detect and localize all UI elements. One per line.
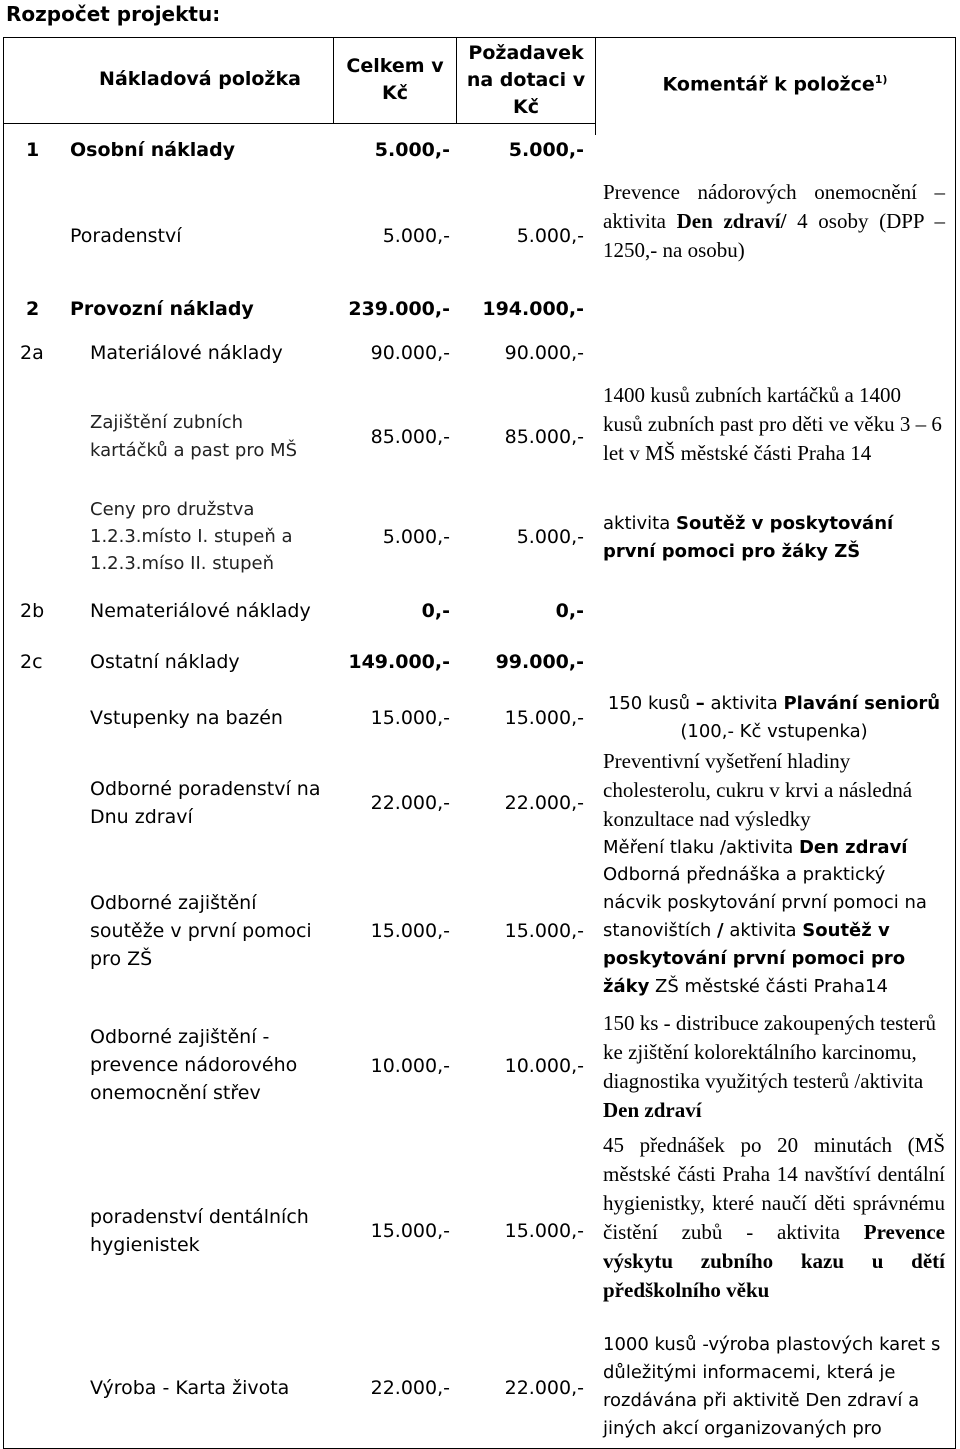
row-label: Poradenství <box>70 225 182 247</box>
row-total: 22.000,- <box>370 792 450 814</box>
comment-kartacky: 1400 kusů zubních kartáčků a 1400 kusů zubních past pro děti ve věku 3 – 6 let v MŠ městské části Praha 14 <box>603 383 942 465</box>
row-total: 0,- <box>421 600 450 622</box>
row-request: 5.000,- <box>516 225 584 247</box>
row-label: Provozní náklady <box>70 298 254 320</box>
row-label: Materiálové náklady <box>90 342 283 364</box>
row-label: Výroba - Karta života <box>90 1377 290 1399</box>
row-total: 10.000,- <box>370 1055 450 1077</box>
row-label: Ceny pro družstva 1.2.3.místo I. stupeň a 1.2.3.míso II. stupeň <box>90 499 293 574</box>
row-total: 15.000,- <box>370 707 450 729</box>
row-label: Vstupenky na bazén <box>90 707 283 729</box>
row-request: 0,- <box>555 600 584 622</box>
header-request: Požadavek na dotaci v Kč <box>466 42 586 118</box>
comment-hygiena: 45 přednášek po 20 minutách (MŠ městské části Praha 14 navštíví dentální hygienistky, které naučí děti správnému čistění zubů - aktivita Prevence výskytu zubního kazu u dětí předškolního věku <box>603 1133 945 1302</box>
page-title: Rozpočet projektu: <box>6 2 221 26</box>
row-total: 149.000,- <box>348 651 450 673</box>
header-divider <box>456 37 457 123</box>
row-number: 1 <box>26 139 40 161</box>
comment-karta: 1000 kusů -výroba plastových karet s důležitými informacemi, která je rozdávána při aktivitě Den zdraví a jiných akcí organizovaných pro <box>603 1334 941 1439</box>
row-request: 22.000,- <box>504 792 584 814</box>
row-label: Zajištění zubních kartáčků a past pro MŠ <box>90 412 298 461</box>
comment-dnu-zdravi: Preventivní vyšetření hladiny cholesterolu, cukru v krvi a následná konzultace nad výsledky Měření tlaku /aktivita Den zdraví <box>603 749 913 858</box>
header-item: Nákladová položka <box>99 68 301 90</box>
row-request: 5.000,- <box>508 139 584 161</box>
row-total: 5.000,- <box>382 526 450 548</box>
header-divider <box>595 37 596 123</box>
comment-poradenstvi: Prevence nádorových onemocnění – aktivita Den zdraví/ 4 osoby (DPP – 1250,- na osobu) <box>603 180 945 262</box>
row-label: Odborné poradenství na Dnu zdraví <box>90 778 321 828</box>
row-request: 90.000,- <box>504 342 584 364</box>
row-number: 2 <box>26 298 40 320</box>
row-label: poradenství dentálních hygienistek <box>90 1206 309 1256</box>
header-comment: Komentář k položce$^{1)}$ <box>662 73 888 96</box>
row-total: 5.000,- <box>374 139 450 161</box>
row-total: 22.000,- <box>370 1377 450 1399</box>
row-number: 2c <box>20 651 43 673</box>
row-request: 15.000,- <box>504 707 584 729</box>
row-label: Odborné zajištění - prevence nádorového onemocnění střev <box>90 1026 298 1104</box>
row-number: 2b <box>20 600 45 622</box>
row-label: Ostatní náklady <box>90 651 240 673</box>
row-request: 85.000,- <box>504 426 584 448</box>
row-request: 10.000,- <box>504 1055 584 1077</box>
row-request: 99.000,- <box>495 651 584 673</box>
comment-ceny: aktivita Soutěž v poskytování první pomoci pro žáky ZŠ <box>603 513 894 562</box>
header-divider <box>595 123 596 135</box>
row-total: 239.000,- <box>348 298 450 320</box>
row-request: 5.000,- <box>516 526 584 548</box>
header-bottom-border <box>3 123 595 124</box>
row-request: 22.000,- <box>504 1377 584 1399</box>
comment-bazen: 150 kusů – aktivita Plavání seniorů (100,- Kč vstupenka) <box>607 693 941 742</box>
row-request: 15.000,- <box>504 1220 584 1242</box>
header-total: Celkem v Kč <box>346 55 444 104</box>
header-divider <box>333 37 334 123</box>
row-label: Osobní náklady <box>70 139 236 161</box>
row-request: 194.000,- <box>482 298 584 320</box>
row-total: 5.000,- <box>382 225 450 247</box>
row-label: Nemateriálové náklady <box>90 600 311 622</box>
row-request: 15.000,- <box>504 920 584 942</box>
comment-strevo: 150 ks - distribuce zakoupených testerů ke zjištění kolorektálního karcinomu, diagnostika využitých testerů /aktivita Den zdraví <box>603 1011 936 1122</box>
comment-soutez: Odborná přednáška a praktický nácvik poskytování první pomoci na stanovištích / aktivita Soutěž v poskytování první pomoci pro žáky ZŠ městské části Praha14 <box>603 864 927 997</box>
row-label: Odborné zajištění soutěže v první pomoci pro ZŠ <box>90 892 312 970</box>
row-total: 85.000,- <box>370 426 450 448</box>
row-number: 2a <box>20 342 44 364</box>
row-total: 15.000,- <box>370 1220 450 1242</box>
row-total: 90.000,- <box>370 342 450 364</box>
row-total: 15.000,- <box>370 920 450 942</box>
